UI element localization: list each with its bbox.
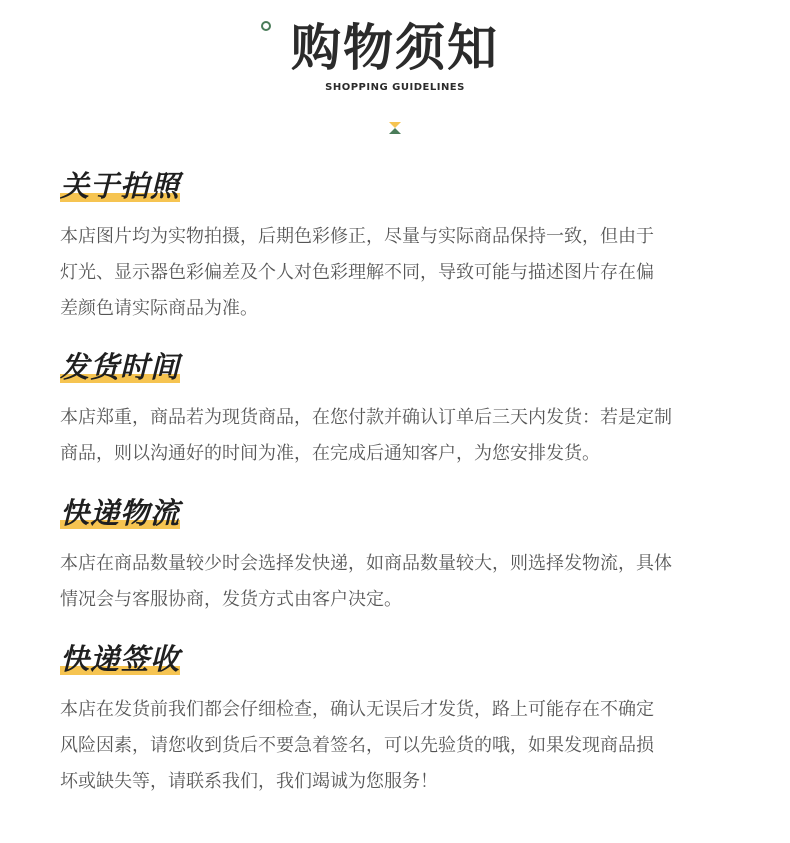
body-line: 灯光、显示器色彩偏差及个人对色彩理解不同，导致可能与描述图片存在偏	[60, 262, 654, 283]
section-photos	[60, 167, 750, 327]
section-body	[60, 546, 730, 618]
body-line: 本店郑重，商品若为现货商品，在您付款并确认订单后三天内发货：若是定制	[60, 407, 672, 428]
section-title: 关于拍照	[60, 169, 181, 203]
page-title: 购物须知	[291, 19, 499, 77]
hourglass-icon	[388, 121, 402, 135]
body-line: 本店在发货前我们都会仔细检查，确认无误后才发货，路上可能存在不确定	[60, 699, 654, 720]
body-line: 差颜色请实际商品为准。	[60, 298, 258, 319]
section-body	[60, 400, 730, 472]
section-title: 快递物流	[60, 496, 181, 530]
body-line: 坏或缺失等，请联系我们，我们竭诚为您服务！	[60, 771, 438, 792]
body-line: 商品，则以沟通好的时间为准，在完成后通知客户，为您安排发货。	[60, 443, 600, 464]
page-header	[0, 0, 790, 140]
section-shipping-time	[60, 348, 750, 472]
body-line: 本店在商品数量较少时会选择发快递，如商品数量较大，则选择发物流，具体	[60, 553, 672, 574]
page-subtitle: SHOPPING GUIDELINES	[325, 82, 465, 93]
body-line: 本店图片均为实物拍摄，后期色彩修正，尽量与实际商品保持一致，但由于	[60, 226, 654, 247]
section-title: 快递签收	[60, 642, 181, 676]
section-logistics	[60, 494, 750, 618]
section-title: 发货时间	[60, 350, 181, 384]
section-delivery-receipt	[60, 640, 750, 800]
section-body	[60, 692, 730, 800]
section-body	[60, 219, 730, 327]
body-line: 情况会与客服协商，发货方式由客户决定。	[60, 589, 402, 610]
body-line: 风险因素，请您收到货后不要急着签名，可以先验货的哦，如果发现商品损	[60, 735, 654, 756]
